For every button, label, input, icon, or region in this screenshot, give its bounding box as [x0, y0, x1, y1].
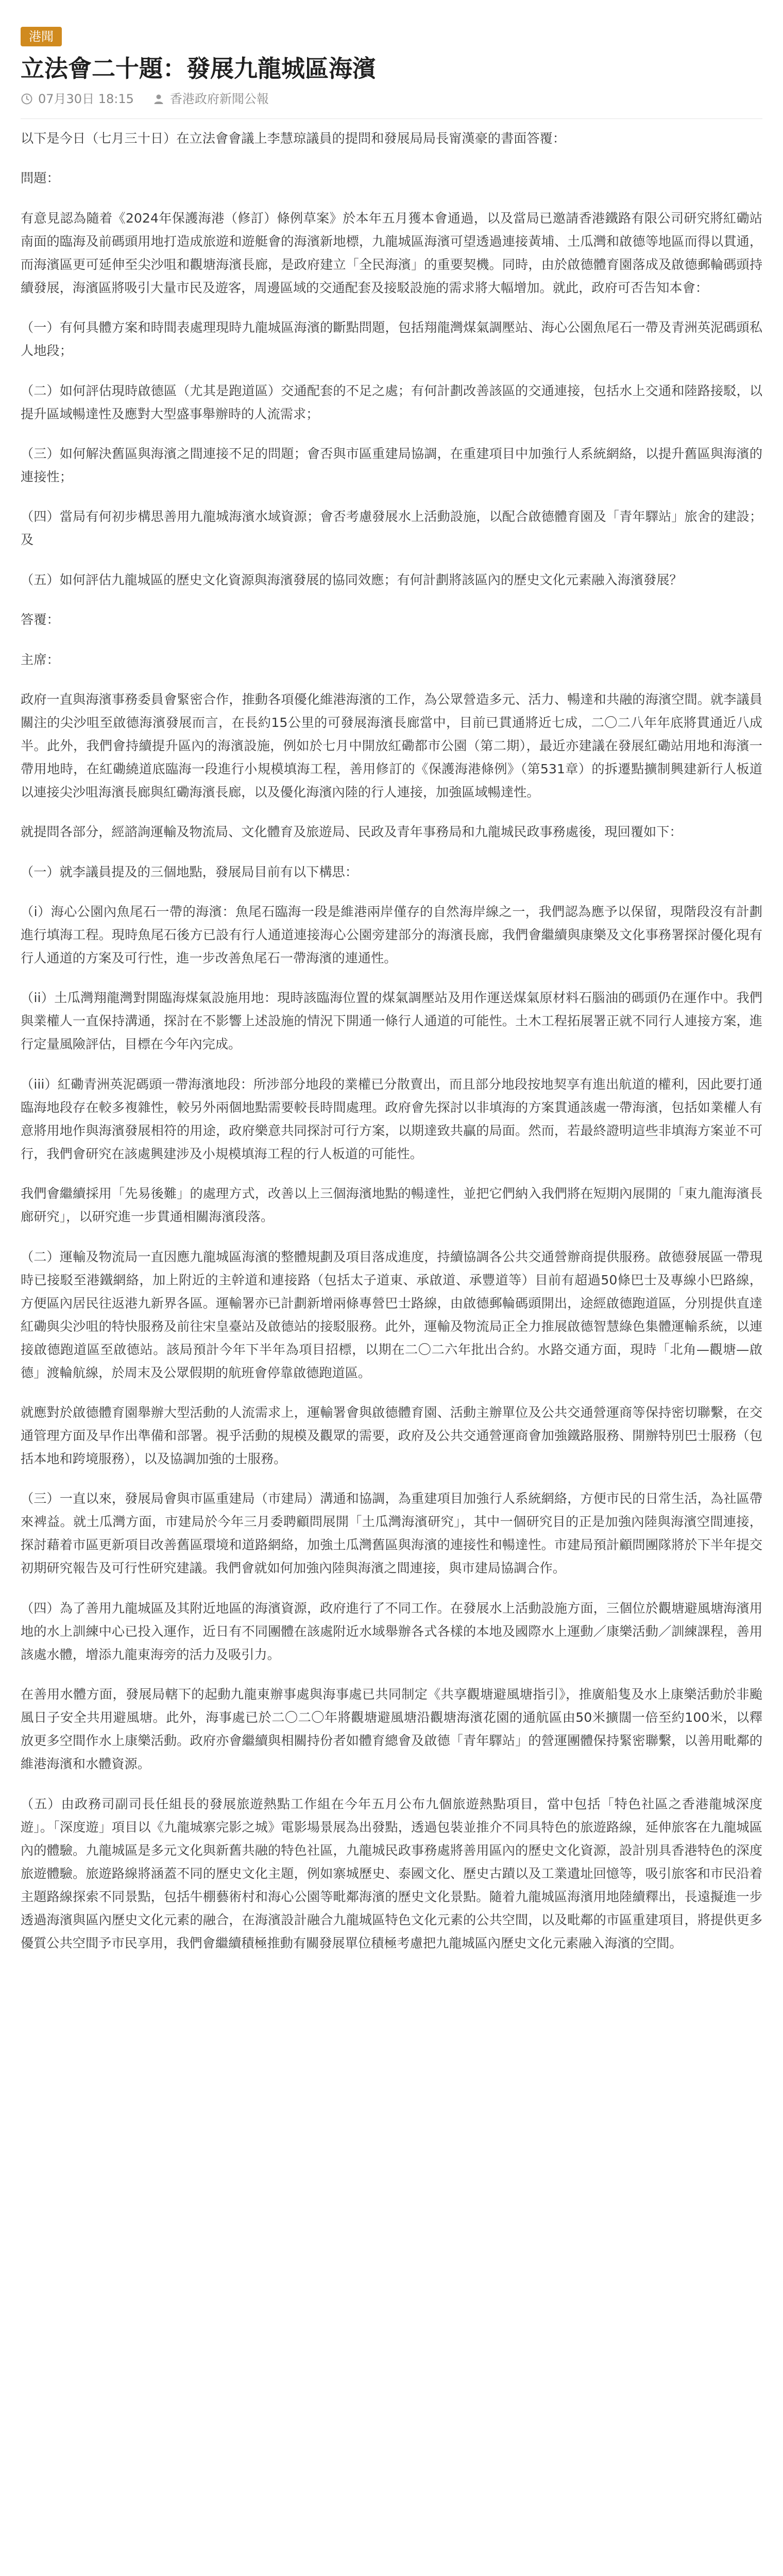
article-paragraph: （五）如何評估九龍城區的歷史文化資源與海濱發展的協同效應；有何計劃將該區內的歷史文化元素融入海濱發展？	[21, 572, 683, 587]
category-tag[interactable]: 港聞	[21, 27, 62, 46]
article-paragraph: （三）如何解決舊區與海濱之間連接不足的問題；會否與市區重建局協調，在重建項目中加強行人系統網絡，以提升舊區與海濱的連接性；	[21, 446, 762, 484]
article-paragraph: （二）運輸及物流局一直因應九龍城區海濱的整體規劃及項目落成進度，持續協調各公共交通營辦商提供服務。啟德發展區一帶現時已接駁至港鐵網絡，加上附近的主幹道和連接路（包括太子道東、承啟道、承豐道等）目前有超過50條巴士及專線小巴路線，方便區內居民往返港九新界各區。運輸署亦已計劃新增兩條專營巴士路線，由啟德郵輪碼頭開出，途經啟德跑道區，分別提供直達紅磡與尖沙咀的特快服務及前往宋皇臺站及啟德站的接駁服務。此外，運輸及物流局正全力推展啟德智慧綠色集體運輸系統，以連接啟德跑道區至啟德站。該局預計今年下半年為項目招標，以期在二〇二六年批出合約。水路交通方面，現時「北角—觀塘—啟德」渡輪航線，於周末及公眾假期的航班會停靠啟德跑道區。	[21, 1249, 763, 1380]
header-divider	[21, 118, 762, 119]
article-paragraph: （i）海心公園內魚尾石一帶的海濱：魚尾石臨海一段是維港兩岸僅存的自然海岸線之一，我們認為應予以保留，現階段沒有計劃進行填海工程。現時魚尾石後方已設有行人通道連接海心公園旁建部分的海濱長廊，我們會繼續與康樂及文化事務署探討優化現有行人通道的方案及可行性，進一步改善魚尾石一帶海濱的連通性。	[21, 904, 762, 966]
article-paragraph: 主席：	[21, 652, 60, 667]
article-paragraph: 在善用水體方面，發展局轄下的起動九龍東辦事處與海事處已共同制定《共享觀塘避風塘指引》，推廣船隻及水上康樂活動於非颱風日子安全共用避風塘。此外，海事處已於二〇二〇年將觀塘避風塘沿觀塘海濱花園的通航區由50米擴闊一倍至約100米，以釋放更多空間作水上康樂活動。政府亦會繼續與相關持份者如體育總會及啟德「青年驛站」的營運團體保持緊密聯繫，以善用毗鄰的維港海濱和水體資源。	[21, 1687, 762, 1772]
article-paragraph: 答覆：	[21, 612, 60, 628]
clock-icon	[21, 93, 33, 105]
article-paragraph: 問題：	[21, 171, 60, 186]
article-paragraph: （四）當局有何初步構思善用九龍城海濱水域資源；會否考慮發展水上活動設施，以配合啟德體育園及「青年驛站」旅舍的建設；及	[21, 509, 762, 548]
article-paragraph: （二）如何評估現時啟德區（尤其是跑道區）交通配套的不足之處；有何計劃改善該區的交通連接，包括水上交通和陸路接駁，以提升區域暢達性及應對大型盛事舉辦時的人流需求；	[21, 383, 762, 421]
article-paragraph: （iii）紅磡青洲英泥碼頭一帶海濱地段：所涉部分地段的業權已分散賣出，而且部分地段按地契享有進出航道的權利，因此要打通臨海地段存在較多複雜性，較另外兩個地點需要較長時間處理。政府會先探討以非填海的方案貫通該處一帶海濱，包括如業權人有意將用地作與海濱發展相符的用途，政府樂意共同探討可行方案，以期達致共贏的局面。然而，若最終證明這些非填海方案並不可行，我們會研究在該處興建涉及小規模填海工程的行人板道的可能性。	[21, 1076, 762, 1161]
publish-date: 07月30日 18:15	[38, 92, 134, 106]
article-body	[21, 127, 762, 1971]
article-paragraph: 有意見認為隨着《2024年保護海港（修訂）條例草案》於本年五月獲本會通過，以及當局已邀請香港鐵路有限公司研究將紅磡站南面的臨海及前碼頭用地打造成旅遊和遊艇會的海濱新地標，九龍城區海濱可望透過連接黃埔、土瓜灣和啟德等地區而得以貫通，而海濱區更可延伸至尖沙咀和觀塘海濱長廊，是政府建立「全民海濱」的重要契機。同時，由於啟德體育園落成及啟德郵輪碼頭持續發展，海濱區將吸引大量市民及遊客，周邊區域的交通配套及接駁設施的需求將大幅增加。就此，政府可否告知本會：	[21, 210, 762, 295]
article-paragraph: （一）就李議員提及的三個地點，發展局目前有以下構思：	[21, 864, 358, 879]
news-source[interactable]: 香港政府新聞公報	[169, 92, 269, 106]
article-paragraph: （五）由政務司副司長任組長的發展旅遊熱點工作組在今年五月公布九個旅遊熱點項目，當中包括「特色社區之香港龍城深度遊」。「深度遊」項目以《九龍城寨完影之城》電影場景展為出發點，透過包裝並推介不同具特色的旅遊路線，延伸旅客在九龍城區內的體驗。九龍城區是多元文化與新舊共融的特色社區，九龍城民政事務處將善用區內的歷史文化資源，設計別具香港特色的深度旅遊體驗。旅遊路線將涵蓋不同的歷史文化主題，例如寨城歷史、泰國文化、歷史古蹟以及工業遺址回憶等，吸引旅客和市民沿着主題路線探索不同景點，包括牛棚藝術村和海心公園等毗鄰海濱的歷史文化景點。隨着九龍城區海濱用地陸續釋出，長遠擬進一步透過海濱與區內歷史文化元素的融合，在海濱設計融合九龍城區特色文化元素的公共空間，以及毗鄰的市區重建項目，將提供更多優質公共空間予市民享用，我們會繼續積極推動有關發展單位積極考慮把九龍城區內歷史文化元素融入海濱的空間。	[21, 1796, 762, 1951]
article-paragraph: （ii）土瓜灣翔龍灣對開臨海煤氣設施用地：現時該臨海位置的煤氣調壓站及用作運送煤氣原材料石腦油的碼頭仍在運作中。我們與業權人一直保持溝通，探討在不影響上述設施的情況下開通一條行人通道的可能性。土木工程拓展署正就不同行人連接方案，進行定量風險評估，目標在今年內完成。	[21, 990, 762, 1052]
article-paragraph: 就提問各部分，經諮詢運輸及物流局、文化體育及旅遊局、民政及青年事務局和九龍城民政事務處後，現回覆如下：	[21, 824, 683, 840]
article-title: 立法會二十題：發展九龍城區海濱	[21, 55, 376, 82]
article-meta	[21, 90, 269, 108]
article-paragraph: 就應對於啟德體育園舉辦大型活動的人流需求上，運輸署會與啟德體育園、活動主辦單位及公共交通營運商等保持密切聯繫，在交通管理方面及早作出準備和部署。視乎活動的規模及觀眾的需要，政府及公共交通營運商會加強鐵路服務、開辦特別巴士服務（包括本地和跨境服務），以及協調加強的士服務。	[21, 1405, 762, 1467]
person-icon	[152, 93, 165, 105]
article-paragraph: 以下是今日（七月三十日）在立法會會議上李慧琼議員的提問和發展局局長甯漢豪的書面答覆：	[21, 131, 566, 146]
article-paragraph: （三）一直以來，發展局會與市區重建局（市建局）溝通和協調，為重建項目加強行人系統網絡，方便市民的日常生活，為社區帶來裨益。就土瓜灣方面，市建局於今年三月委聘顧問展開「土瓜灣海濱研究」，其中一個研究目的正是加強內陸與海濱空間連接，探討藉着市區更新項目改善舊區環境和道路網絡，加強土瓜灣舊區與海濱的連接性和暢達性。市建局預計顧問團隊將於下半年提交初期研究報告及可行性研究建議。我們會就如何加強內陸與海濱之間連接，與市建局協調合作。	[21, 1491, 762, 1576]
article-paragraph: （一）有何具體方案和時間表處理現時九龍城區海濱的斷點問題，包括翔龍灣煤氣調壓站、海心公園魚尾石一帶及青洲英泥碼頭私人地段；	[21, 320, 762, 359]
article-paragraph: （四）為了善用九龍城區及其附近地區的海濱資源，政府進行了不同工作。在發展水上活動設施方面，三個位於觀塘避風塘海濱用地的水上訓練中心已投入運作，近日有不同團體在該處附近水域舉辦各式各樣的本地及國際水上運動／康樂活動／訓練課程，善用該處水體，增添九龍東海旁的活力及吸引力。	[21, 1600, 762, 1662]
article-paragraph: 政府一直與海濱事務委員會緊密合作，推動各項優化維港海濱的工作，為公眾營造多元、活力、暢達和共融的海濱空間。就李議員關注的尖沙咀至啟德海濱發展而言，在長約15公里的可發展海濱長廊當中，目前已貫通將近七成，二〇二八年年底將貫通近八成半。此外，我們會持續提升區內的海濱設施，例如於七月中開放紅磡都市公園（第二期），最近亦建議在發展紅磡站用地和海濱一帶用地時，在紅磡繞道底臨海一段進行小規模填海工程，善用修訂的《保護海港條例》（第531章）的拆遷點擴制興建新行人板道以連接尖沙咀海濱長廊與紅磡海濱長廊，以及優化海濱內陸的行人連接，加強區域暢達性。	[21, 691, 762, 800]
article-paragraph: 我們會繼續採用「先易後難」的處理方式，改善以上三個海濱地點的暢達性，並把它們納入我們將在短期內展開的「東九龍海濱長廊研究」，以研究進一步貫通相關海濱段落。	[21, 1186, 762, 1225]
